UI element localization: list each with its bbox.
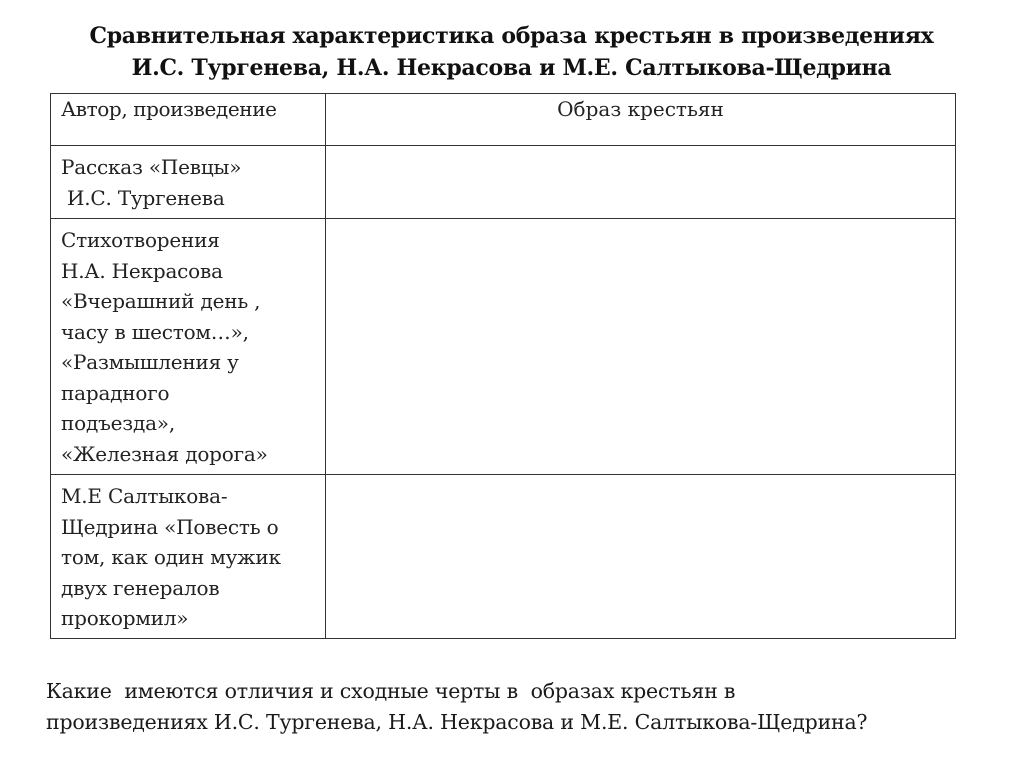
table-row [51, 219, 956, 475]
question-text [46, 676, 1006, 738]
table-row [51, 475, 956, 639]
author-cell-saltykov [51, 475, 326, 639]
image-cell-turgenev[interactable] [326, 146, 956, 219]
cell-line: прокормил» [61, 606, 189, 630]
author-cell-turgenev [51, 146, 326, 219]
cell-line: парадного [61, 380, 170, 405]
title-line-1: Сравнительная характеристика образа крестьян в произведениях [89, 23, 934, 49]
image-cell-nekrasov[interactable] [326, 219, 956, 475]
image-cell-saltykov[interactable] [326, 475, 956, 639]
header-peasant-image: Образ крестьян [326, 94, 956, 146]
table-row [51, 146, 956, 219]
cell-line: «Размышления у [61, 350, 239, 374]
author-cell-nekrasov [51, 219, 326, 475]
header-author-work: Автор, произведение [51, 94, 326, 146]
comparison-table [50, 93, 956, 639]
cell-line: часу в шестом…», [61, 319, 249, 344]
cell-line: том, как один мужик [61, 545, 281, 569]
cell-line: подъезда», [61, 411, 175, 435]
cell-line: двух генералов [61, 575, 220, 600]
question-line-2: произведениях И.С. Тургенева, Н.А. Некрасова и М.Е. Салтыкова-Щедрина? [46, 710, 868, 734]
cell-line: Н.А. Некрасова [61, 258, 223, 283]
title-line-2: И.С. Тургенева, Н.А. Некрасова и М.Е. Салтыкова-Щедрина [131, 55, 892, 81]
cell-line: Щедрина «Повесть о [61, 514, 279, 539]
cell-line: И.С. Тургенева [67, 185, 225, 210]
page-title [0, 20, 1023, 84]
cell-line: Стихотворения [61, 228, 220, 252]
cell-line: «Вчерашний день , [61, 289, 261, 313]
question-line-1: Какие имеются отличия и сходные черты в образах крестьян в [46, 679, 736, 703]
cell-line: Рассказ «Певцы» [61, 155, 242, 179]
table-header-row [51, 94, 956, 146]
cell-line: «Железная дорога» [61, 441, 268, 466]
cell-line: М.Е Салтыкова- [61, 484, 228, 508]
